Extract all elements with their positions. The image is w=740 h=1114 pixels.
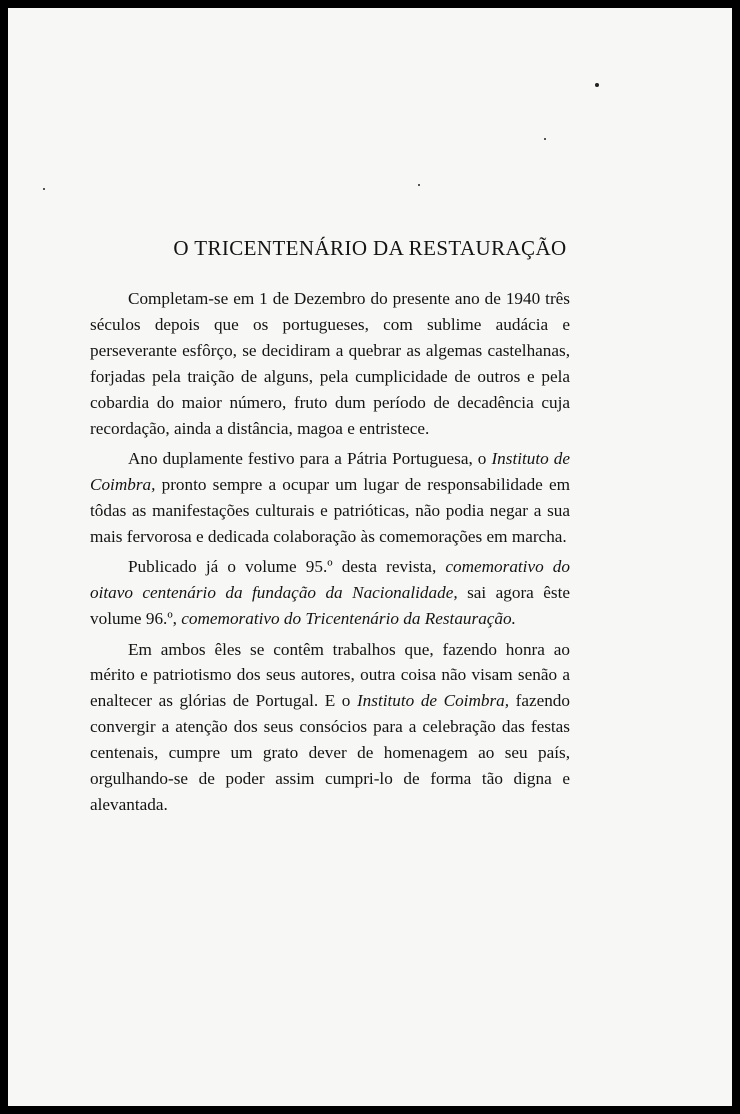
ink-speck xyxy=(595,83,599,87)
italic-run: comemorativo do Tricentenário da Restauração. xyxy=(181,609,516,629)
text-run: Ano duplamente festivo para a Pátria Portuguesa, o xyxy=(128,449,492,469)
italic-run: Instituto de Coimbra, xyxy=(90,449,570,494)
paragraph xyxy=(90,446,570,550)
paragraph xyxy=(90,637,570,818)
text-run: Completam-se em 1 de Dezembro do presente ano de 1940 três séculos depois que os portugueses, com sublime audácia e perseverante esfôrço, se decidiram a quebrar as algemas castelhanas, forjadas pela traição de alguns, pela cumplicidade de outros e pela cobardia do maior número, fruto dum período de decadência cuja recordação, ainda a distância, magoa e entristece. xyxy=(90,289,570,438)
body-text xyxy=(90,286,570,823)
ink-speck xyxy=(43,188,45,190)
document-page xyxy=(8,8,732,1106)
text-run: sai agora êste volume 96.º, xyxy=(90,583,570,629)
ink-speck xyxy=(418,184,420,186)
italic-run: Instituto de Coimbra, xyxy=(356,691,510,711)
text-run: Em ambos êles se contêm trabalhos que, fazendo honra ao mérito e patriotismo dos seus autores, outra coisa não visam senão a enaltecer as glórias de Portugal. E o xyxy=(90,639,570,711)
ink-speck xyxy=(544,138,546,140)
page-title: O TRICENTENÁRIO DA RESTAURAÇÃO xyxy=(173,236,567,260)
italic-run: comemorativo do oitavo centenário da fundação da Nacionalidade, xyxy=(90,557,570,603)
paragraph xyxy=(90,286,570,441)
text-run: pronto sempre a ocupar um lugar de responsabilidade em tôdas as manifestações culturais e patrióticas, não podia negar a sua mais fervorosa e dedicada colaboração às comemorações em marcha. xyxy=(90,474,570,546)
text-run: Publicado já o volume 95.º desta revista, xyxy=(128,557,446,577)
text-run: fazendo convergir a atenção dos seus consócios para a celebração das festas centenais, cumpre um grato dever de homenagem ao seu país, orgulhando-se de poder assim cumpri-lo de forma tão digna e alevantada. xyxy=(90,691,570,814)
paragraph xyxy=(90,554,570,632)
